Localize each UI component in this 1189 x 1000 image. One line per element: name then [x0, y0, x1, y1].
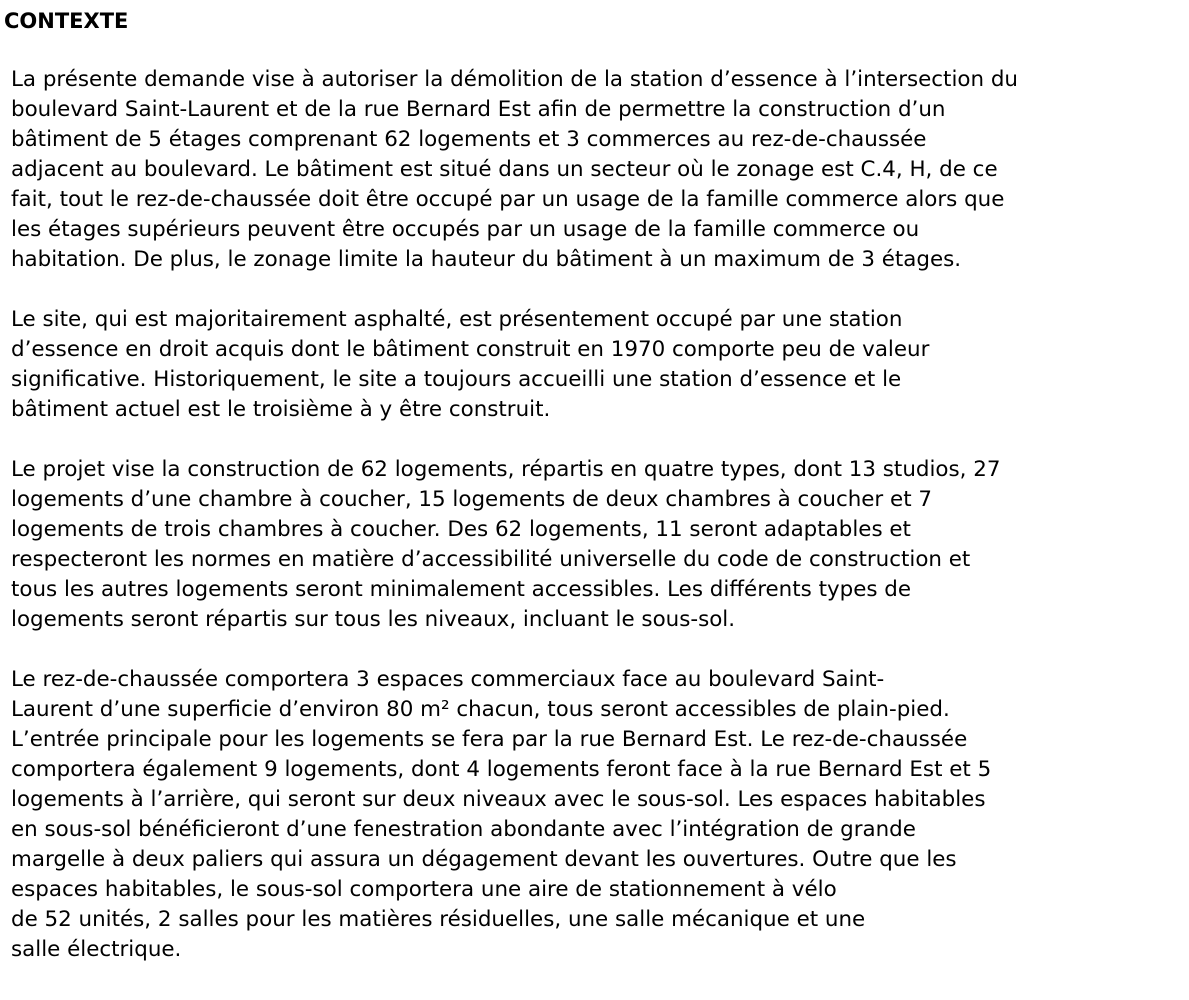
- text-line: logements d’une chambre à coucher, 15 logements de deux chambres à coucher et 7: [11, 487, 932, 512]
- text-line: espaces habitables, le sous-sol comportera une aire de stationnement à vélo: [11, 877, 837, 902]
- text-line: bâtiment de 5 étages comprenant 62 logements et 3 commerces au rez-de-chaussée: [11, 127, 927, 152]
- text-line: margelle à deux paliers qui assura un dégagement devant les ouvertures. Outre que les: [11, 847, 957, 872]
- text-line: fait, tout le rez-de-chaussée doit être occupé par un usage de la famille commerce alors que: [11, 187, 1005, 212]
- text-line: les étages supérieurs peuvent être occupés par un usage de la famille commerce ou: [11, 217, 920, 242]
- paragraph-site: [11, 305, 1186, 425]
- text-line: Le projet vise la construction de 62 logements, répartis en quatre types, dont 13 studios, 27: [11, 457, 1001, 482]
- text-line: logements de trois chambres à coucher. Des 62 logements, 11 seront adaptables et: [11, 517, 911, 542]
- document-body: [11, 65, 1186, 995]
- text-line: bâtiment actuel est le troisième à y être construit.: [11, 397, 551, 422]
- text-line: d’essence en droit acquis dont le bâtiment construit en 1970 comporte peu de valeur: [11, 337, 930, 362]
- text-line: logements à l’arrière, qui seront sur deux niveaux avec le sous-sol. Les espaces habitables: [11, 787, 986, 812]
- text-line: en sous-sol bénéficieront d’une fenestration abondante avec l’intégration de grande: [11, 817, 916, 842]
- text-line: salle électrique.: [11, 937, 182, 962]
- text-line: boulevard Saint-Laurent et de la rue Bernard Est afin de permettre la construction d’un: [11, 97, 946, 122]
- text-line: significative. Historiquement, le site a toujours accueilli une station d’essence et le: [11, 367, 902, 392]
- text-line: logements seront répartis sur tous les niveaux, incluant le sous-sol.: [11, 607, 736, 632]
- text-line: comportera également 9 logements, dont 4 logements feront face à la rue Bernard Est et 5: [11, 757, 992, 782]
- text-line: tous les autres logements seront minimalement accessibles. Les différents types de: [11, 577, 912, 602]
- paragraph-rez-de-chaussee: [11, 665, 1186, 965]
- paragraph-projet: [11, 455, 1186, 635]
- text-line: de 52 unités, 2 salles pour les matières résiduelles, une salle mécanique et une: [11, 907, 866, 932]
- text-line: La présente demande vise à autoriser la démolition de la station d’essence à l’intersection du: [11, 67, 1018, 92]
- text-line: habitation. De plus, le zonage limite la hauteur du bâtiment à un maximum de 3 étages.: [11, 247, 962, 272]
- text-line: Le site, qui est majoritairement asphalté, est présentement occupé par une station: [11, 307, 903, 332]
- text-line: adjacent au boulevard. Le bâtiment est situé dans un secteur où le zonage est C.4, H, de ce: [11, 157, 998, 182]
- section-heading: CONTEXTE: [4, 9, 129, 33]
- paragraph-demande: [11, 65, 1186, 275]
- text-line: respecteront les normes en matière d’accessibilité universelle du code de construction et: [11, 547, 971, 572]
- text-line: L’entrée principale pour les logements se fera par la rue Bernard Est. Le rez-de-chaussée: [11, 727, 968, 752]
- text-line: Le rez-de-chaussée comportera 3 espaces commerciaux face au boulevard Saint-: [11, 667, 885, 692]
- text-line: Laurent d’une superficie d’environ 80 m² chacun, tous seront accessibles de plain-pied.: [11, 697, 950, 722]
